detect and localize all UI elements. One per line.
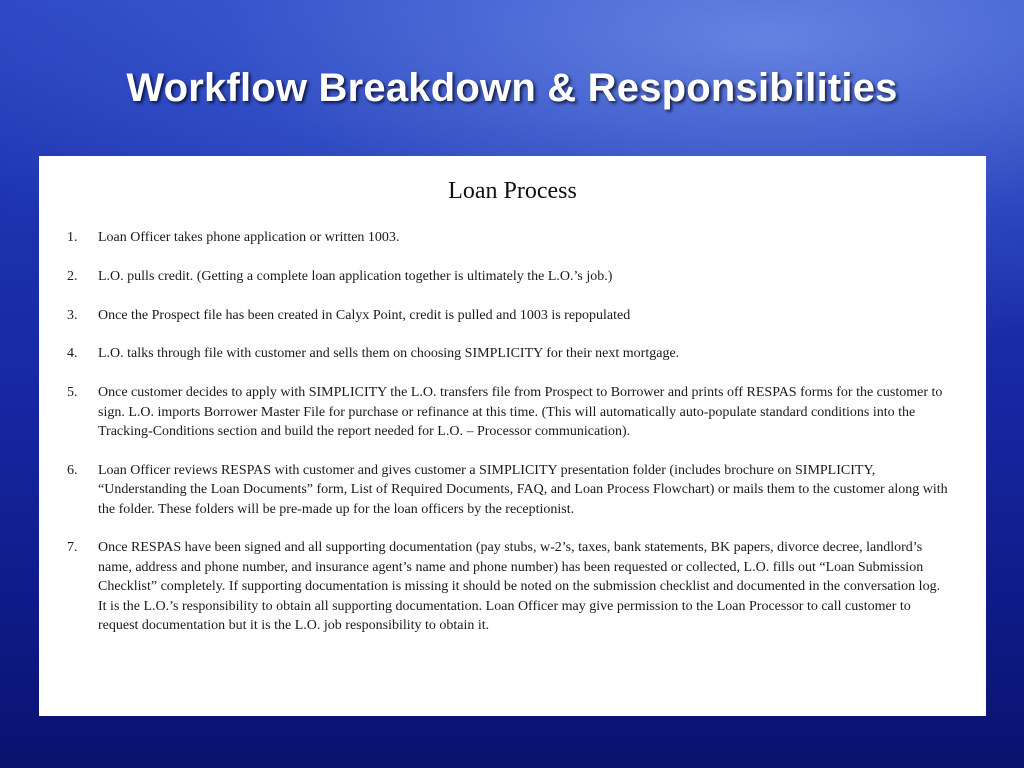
document-panel bbox=[39, 156, 986, 716]
document-heading: Loan Process bbox=[448, 178, 577, 204]
step-number: 3. bbox=[67, 307, 78, 323]
step-item-4 bbox=[67, 344, 952, 363]
slide-title: Workflow Breakdown & Responsibilities bbox=[126, 66, 898, 110]
step-item-6 bbox=[67, 461, 952, 519]
step-text: Once the Prospect file has been created in Calyx Point, credit is pulled and 1003 is repopulated bbox=[98, 307, 631, 323]
step-number: 2. bbox=[67, 268, 78, 284]
step-item-3 bbox=[67, 306, 952, 325]
step-number: 1. bbox=[67, 230, 78, 245]
step-number: 7. bbox=[67, 540, 78, 556]
step-text: Loan Officer reviews RESPAS with customer and gives customer a SIMPLICITY presentation folder (includes brochure on SIMPLICITY, “Understanding the Loan Documents” form, List of Required Documents, FAQ, and Loan Process Flowchart) or mails them to the customer along with the folder. These folders will be pre-made up for the loan officers by the receptionist. bbox=[98, 462, 948, 517]
step-item-2 bbox=[67, 267, 952, 286]
step-text: L.O. pulls credit. (Getting a complete loan application together is ultimately the L.O.’s job.) bbox=[98, 268, 613, 284]
step-text: Loan Officer takes phone application or written 1003. bbox=[98, 230, 400, 245]
step-text: Once RESPAS have been signed and all supporting documentation (pay stubs, w-2’s, taxes, bank statements, BK papers, divorce decree, landlord’s name, address and phone number, and insurance agent’s name and phone number) has been requested or collected, L.O. fills out “Loan Submission Checklist” completely. If supporting documentation is missing it should be noted on the submission checklist and documented in the conversation log. It is the L.O.’s responsibility to obtain all supporting documentation. Loan Officer may give permission to the Loan Processor to call customer to request documentation but it is the L.O. job responsibility to obtain it. bbox=[98, 540, 941, 634]
step-item-7 bbox=[67, 538, 952, 635]
step-item-5 bbox=[67, 383, 952, 441]
step-number: 6. bbox=[67, 462, 78, 478]
step-list bbox=[67, 228, 952, 635]
step-number: 4. bbox=[67, 346, 78, 362]
step-text: L.O. talks through file with customer and sells them on choosing SIMPLICITY for their next mortgage. bbox=[98, 346, 680, 362]
step-text: Once customer decides to apply with SIMPLICITY the L.O. transfers file from Prospect to Borrower and prints off RESPAS forms for the customer to sign. L.O. imports Borrower Master File for purchase or refinance at this time. (This will automatically auto-populate standard conditions into the Tracking-Conditions section and build the report needed for L.O. – Processor communication). bbox=[98, 385, 943, 439]
step-number: 5. bbox=[67, 385, 78, 401]
step-item-1 bbox=[67, 228, 952, 247]
